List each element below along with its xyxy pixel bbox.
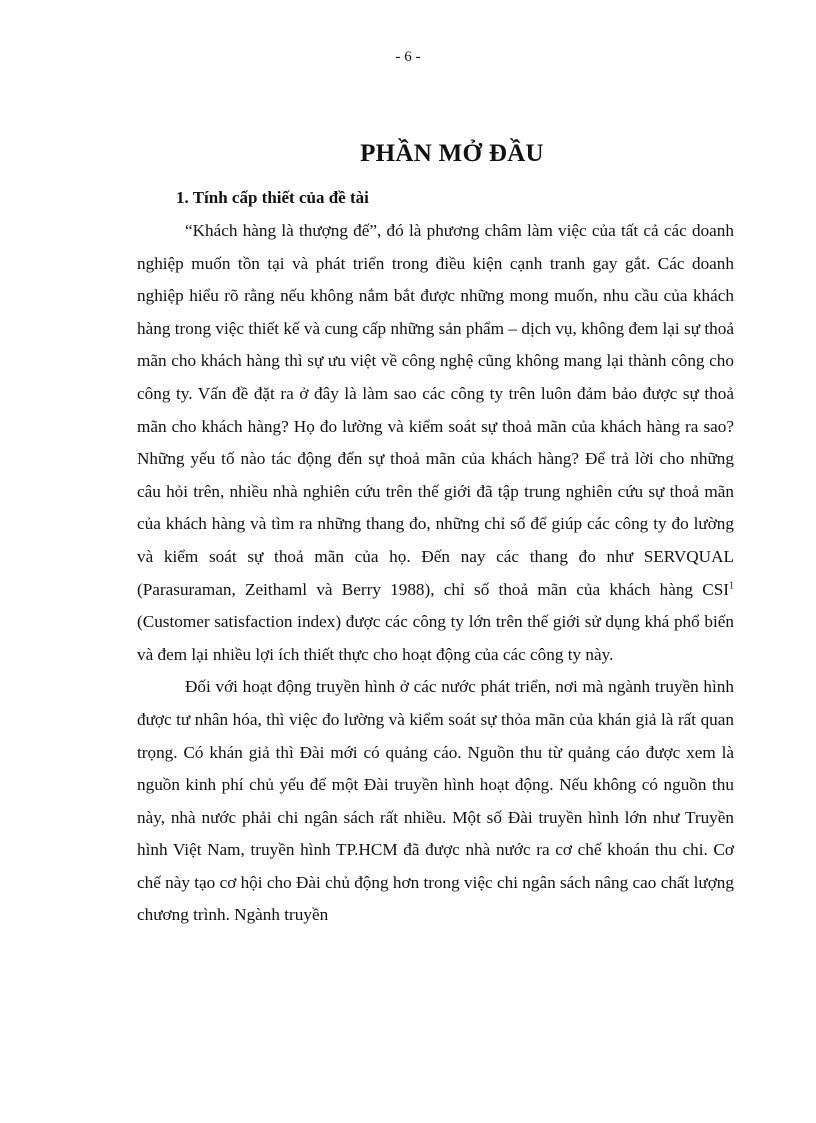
paragraph-1: [137, 215, 734, 671]
chapter-title: PHẦN MỞ ĐẦU: [360, 140, 544, 167]
body-text: [137, 215, 734, 932]
footnote-marker: 1: [729, 579, 734, 591]
paragraph-1-text-a: “Khách hàng là thượng đế”, đó là phương châm làm việc của tất cả các doanh nghiệp muốn tồn tại và phát triển trong điều kiện cạnh tranh gay gắt. Các doanh nghiệp hiểu rõ rằng nếu không nắm bắt được những mong muốn, nhu cầu của khách hàng trong việc thiết kế và cung cấp những sản phẩm – dịch vụ, không đem lại sự thoả mãn cho khách hàng thì sự ưu việt về công nghệ cũng không mang lại thành công cho công ty. Vấn đề đặt ra ở đây là làm sao các công ty trên luôn đảm bảo được sự thoả mãn cho khách hàng? Họ đo lường và kiểm soát sự thoả mãn của khách hàng ra sao? Những yếu tố nào tác động đến sự thoả mãn của khách hàng? Để trả lời cho những câu hỏi trên, nhiều nhà nghiên cứu trên thế giới đã tập trung nghiên cứu sự thoả mãn của khách hàng và tìm ra những thang đo, những chỉ số để giúp các công ty đo lường và kiểm soát sự thoả mãn của họ. Đến nay các thang đo như SERVQUAL (Parasuraman, Zeithaml và Berry 1988), chỉ số thoả mãn của khách hàng CSI: [137, 221, 734, 599]
section-heading: 1. Tính cấp thiết của đề tài: [176, 188, 369, 207]
paragraph-1-text-b: (Customer satisfaction index) được các công ty lớn trên thế giới sử dụng khá phổ biến và đem lại nhiều lợi ích thiết thực cho hoạt động của các công ty này.: [137, 612, 734, 664]
paragraph-2: Đối với hoạt động truyền hình ở các nước phát triển, nơi mà ngành truyền hình được tư nhân hóa, thì việc đo lường và kiểm soát sự thỏa mãn của khán giả là rất quan trọng. Có khán giả thì Đài mới có quảng cáo. Nguồn thu từ quảng cáo được xem là nguồn kinh phí chủ yếu để một Đài truyền hình hoạt động. Nếu không có nguồn thu này, nhà nước phải chi ngân sách rất nhiều. Một số Đài truyền hình lớn như Truyền hình Việt Nam, truyền hình TP.HCM đã được nhà nước ra cơ chế khoán thu chi. Cơ chế này tạo cơ hội cho Đài chủ động hơn trong việc chi ngân sách nâng cao chất lượng chương trình. Ngành truyền: [137, 677, 734, 925]
page-number: - 6 -: [395, 49, 421, 65]
